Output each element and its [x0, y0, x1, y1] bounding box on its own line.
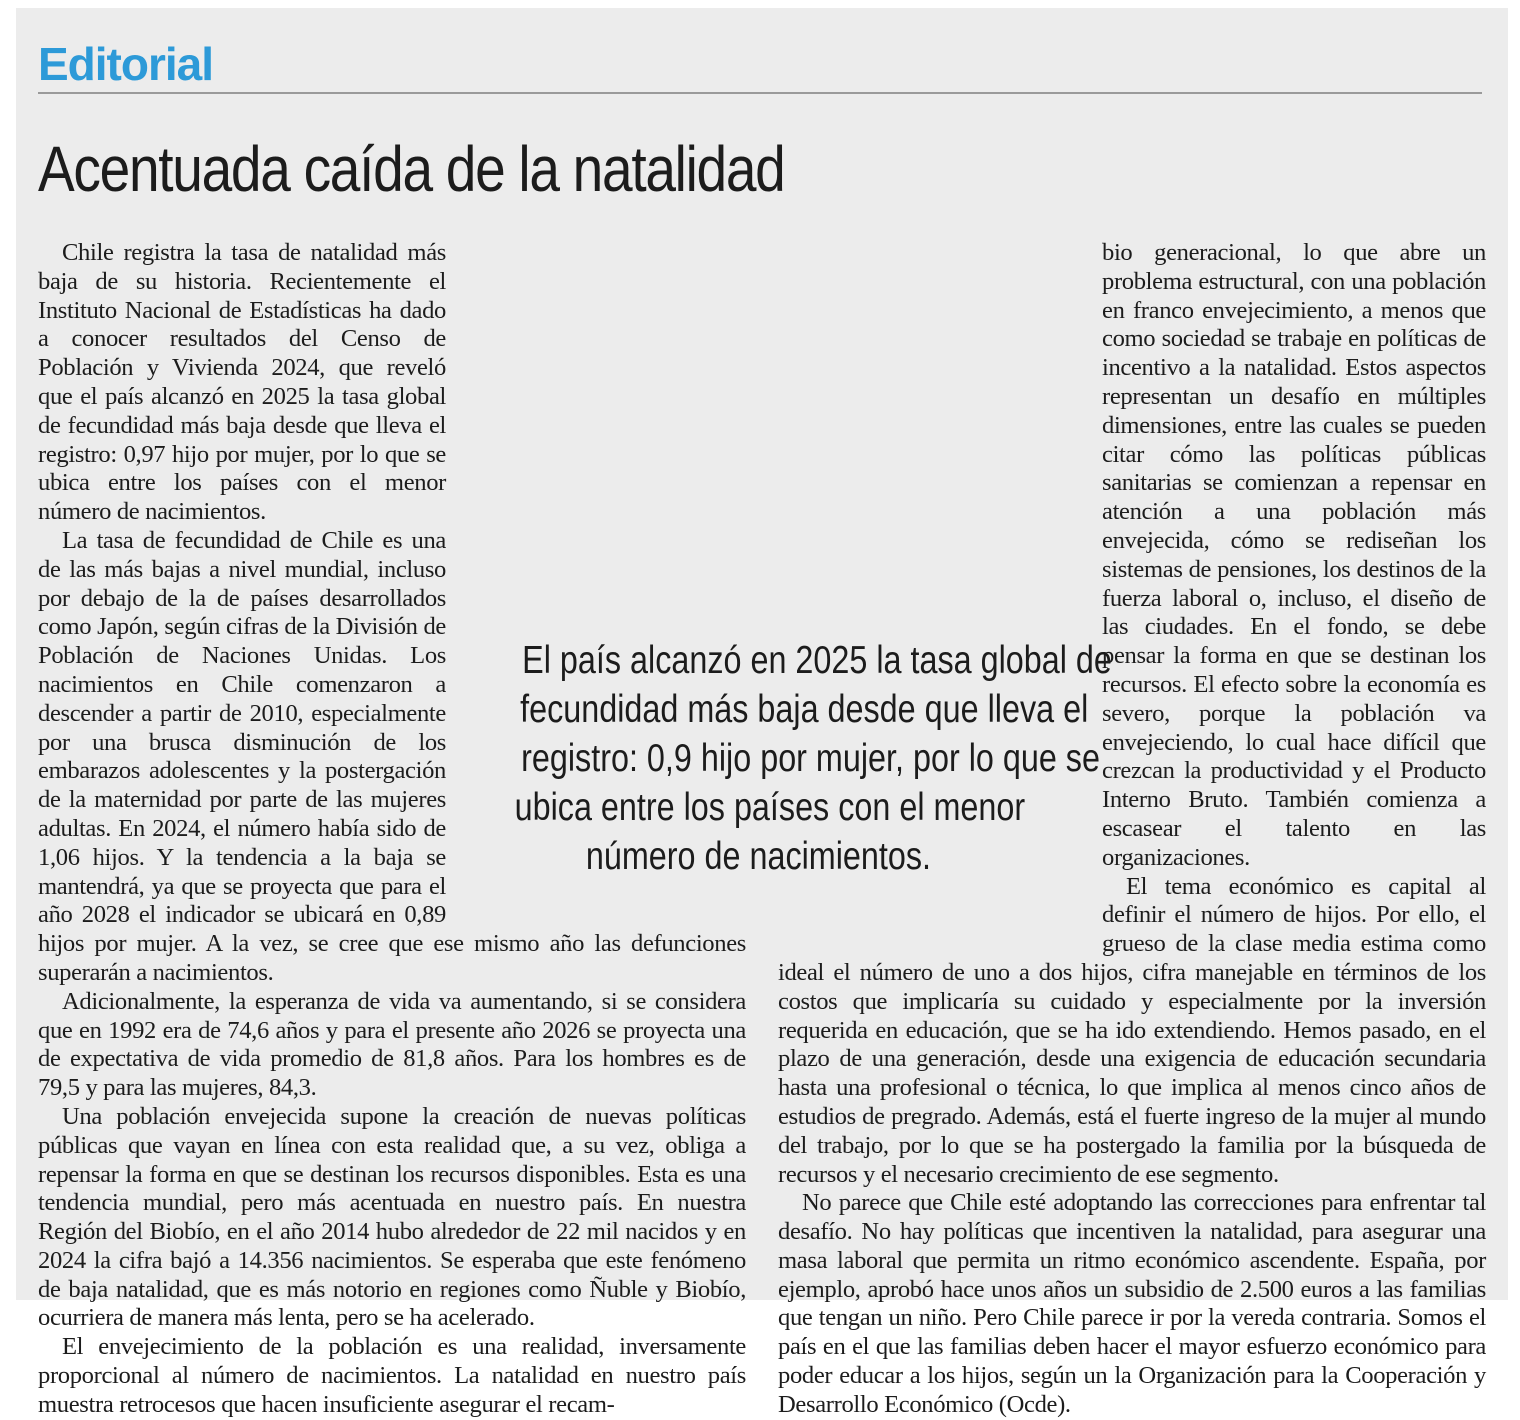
pull-quote — [466, 636, 1112, 881]
section-divider — [38, 92, 1482, 94]
headline: Acentuada caída de la natalidad — [38, 133, 785, 205]
pull-quote-line: registro: 0,9 hijo por mujer, por lo que se — [521, 737, 1100, 780]
section-label: Editorial — [38, 38, 214, 90]
paragraph: La tasa de fecundidad de Chile es una de las más bajas a nivel mundial, incluso por debajo de la de países desarrollados como Japón, según cifras de la División de Población de Naciones Unidas. Los nacimientos en Chile comenzaron a descender a partir de 2010, especialmente por una brusca disminución de los embarazos adolescentes y la postergación de la maternidad por parte de las mujeres adultas. En 2024, el número había sido de 1,06 hijos. Y la tendencia a la baja se mantendrá, ya que se proyecta que para el año 2028 el indicador se ubicará en 0,89 hijos por mujer. A la vez, se cree que ese mismo año las defunciones superarán a nacimientos. — [38, 526, 746, 986]
pull-quote-line: ubica entre los países con el menor — [514, 786, 1026, 829]
pull-quote-line: fecundidad más baja desde que lleva el — [520, 688, 1089, 731]
paragraph: El tema económico es capital al definir el número de hijos. Por ello, el grueso de la clase media estima como ideal el número de uno a dos hijos, cifra manejable en términos de los costos que implicaría su cuidado y especialmente por la inversión requerida en educación, que se ha ido extendiendo. Hemos pasado, en el plazo de una generación, desde una exigencia de educación secundaria hasta una profesional o técnica, lo que implica al menos cinco años de estudios de pregrado. Además, está el fuerte ingreso de la mujer al mundo del trabajo, por lo que se ha postergado la familia por la búsqueda de recursos y el necesario crecimiento de ese segmento. — [778, 872, 1486, 1188]
pull-quote-line: número de nacimientos. — [585, 835, 931, 878]
paragraph: No parece que Chile esté adoptando las correcciones para enfrentar tal desafío. No hay políticas que incentiven la natalidad, para asegurar una masa laboral que permita un ritmo económico ascendente. España, por ejemplo, aprobó hace unos años un subsidio de 2.500 euros a las familias que tengan un niño. Pero Chile parece ir por la vereda contraria. Somos el país en el que las familias deben hacer el mayor esfuerzo económico para poder educar a los hijos, según un la Organización para la Cooperación y Desarrollo Económico (Ocde). — [778, 1189, 1486, 1418]
paragraph: bio generacional, lo que abre un problema estructural, con una población en franco envejecimiento, a menos que como sociedad se trabaje en políticas de incentivo a la natalidad. Estos aspectos representan un desafío en múltiples dimensiones, entre las cuales se pueden citar cómo las políticas públicas sanitarias se comienzan a repensar en atención a una población más envejecida, cómo se rediseñan los sistemas de pensiones, los destinos de la fuerza laboral o, incluso, el diseño de las ciudades. En el fondo, se debe pensar la forma en que se destinan los recursos. El efecto sobre la economía es severo, porque la población va envejeciendo, lo cual hace difícil que crezcan la productividad y el Producto Interno Bruto. También comienza a escasear el talento en las organizaciones. — [1102, 239, 1486, 871]
pull-quote-line: El país alcanzó en 2025 la tasa global de — [522, 639, 1112, 682]
editorial-page — [16, 8, 1508, 1418]
paragraph: Adicionalmente, la esperanza de vida va aumentando, si se considera que en 1992 era de 74,6 años y para el presente año 2026 se proyecta una de expectativa de vida promedio de 81,8 años. Para los hombres es de 79,5 y para las mujeres, 84,3. — [38, 987, 746, 1102]
paragraph: Una población envejecida supone la creación de nuevas políticas públicas que vayan en línea con esta realidad que, a su vez, obliga a repensar la forma en que se destinan los recursos disponibles. Esta es una tendencia mundial, pero más acentuada en nuestro país. En nuestra Región del Biobío, en el año 2014 hubo alrededor de 22 mil nacidos y en 2024 la cifra bajó a 14.356 nacimientos. Se esperaba que este fenómeno de baja natalidad, que es más notorio en regiones como Ñuble y Biobío, ocurriera de manera más lenta, pero se ha acelerado. — [38, 1102, 746, 1332]
paragraph: Chile registra la tasa de natalidad más baja de su historia. Recientemente el Instituto Nacional de Estadísticas ha dado a conocer resultados del Censo de Población y Vivienda 2024, que reveló que el país alcanzó en 2025 la tasa global de fecundidad más baja desde que lleva el registro: 0,97 hijo por mujer, por lo que se ubica entre los países con el menor número de nacimientos. — [38, 239, 446, 526]
paragraph: El envejecimiento de la población es una realidad, inversamente proporcional al número de nacimientos. La natalidad en nuestro país muestra retrocesos que hacen insuficiente asegurar el recam- — [38, 1333, 746, 1418]
